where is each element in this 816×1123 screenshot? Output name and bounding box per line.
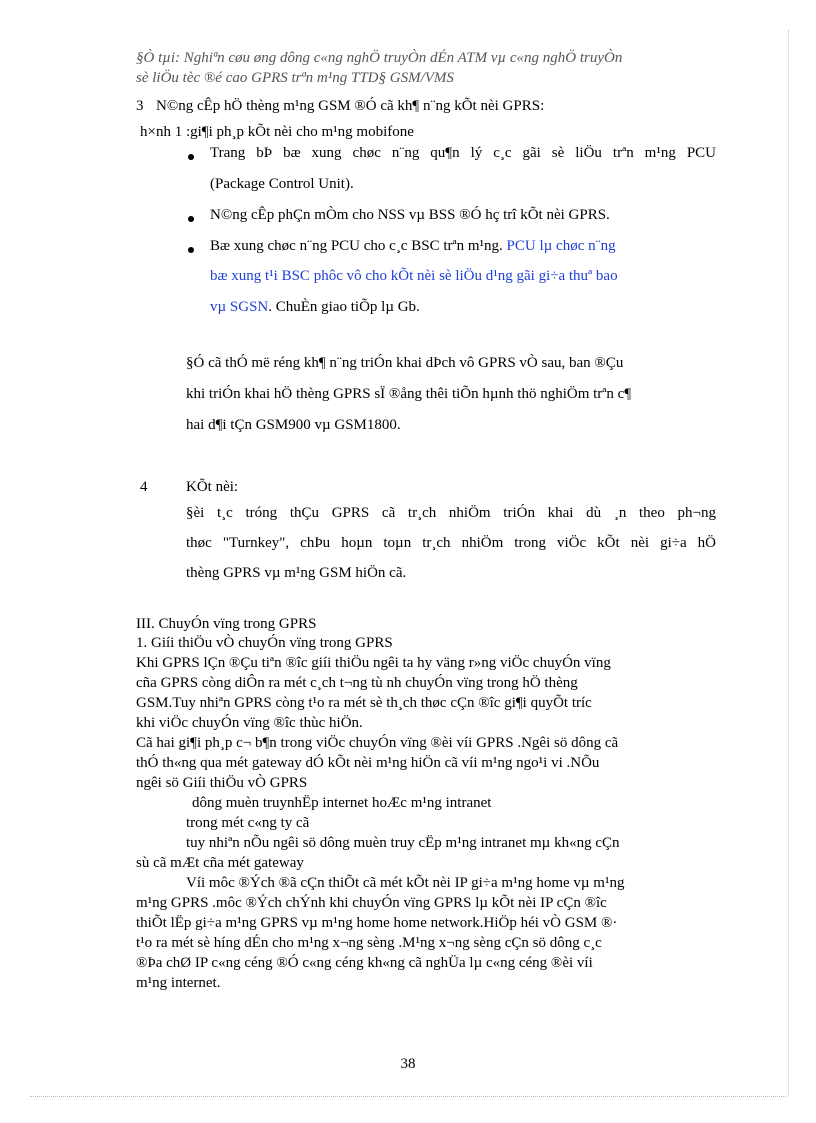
section-4-line-1: §èi t¸c tróng thÇu GPRS cã tr¸ch nhiÖm triÓn khai dù ¸n theo ph¬ng bbox=[186, 505, 716, 521]
bullet-marker bbox=[188, 216, 194, 222]
paragraph-line-3: hai d¶i tÇn GSM900 vµ GSM1800. bbox=[186, 417, 401, 433]
section-III-para2-line-3: t¹o ra mét sè híng dÉn cho m¹ng x¬ng sèng .M¹ng x¬ng sèng cÇn sö dông c¸c bbox=[136, 935, 602, 951]
bullet-3-line-2-highlight: bæ xung t¹i BSC phôc vô cho kÕt nèi sè liÖu d¹ng gãi gi÷a thuª bao bbox=[210, 268, 618, 284]
bullet-3-line-3 bbox=[210, 299, 420, 316]
section-4-line-2: thøc "Turnkey", chÞu hoµn toµn tr¸ch nhiÖm trong viÖc kÕt nèi gi÷a hÖ bbox=[186, 535, 716, 551]
section-III-indent-3: tuy nhiªn nÕu ngêi sö dông muèn truy cËp m¹ng intranet mµ kh«ng cÇn bbox=[186, 835, 620, 851]
section-III-line-after: sù cã mÆt cña mét gateway bbox=[136, 855, 304, 871]
section-III-para2-line-4: ®Þa chØ IP c«ng céng ®Ó c«ng céng kh«ng cã nghÜa lµ c«ng céng ®èi víi bbox=[136, 955, 593, 971]
paragraph-line-1: §Ó cã thÓ më réng kh¶ n¨ng triÓn khai dÞch vô GPRS vÒ sau, ban ®Çu bbox=[186, 355, 624, 371]
section-III-line-5: Cã hai gi¶i ph¸p c¬ b¶n trong viÖc chuyÓn vïng ®èi víi GPRS .Ngêi sö dông cã bbox=[136, 735, 619, 751]
section-III-heading: III. ChuyÓn vïng trong GPRS bbox=[136, 616, 317, 632]
section-III-line-4: khi viÖc chuyÓn vïng ®îc thùc hiÖn. bbox=[136, 715, 363, 731]
bullet-marker bbox=[188, 247, 194, 253]
section-3-number: 3 bbox=[136, 98, 144, 114]
section-III-para2-line-1: m¹ng GPRS .môc ®Ých chÝnh khi chuyÓn vïng GPRS lµ kÕt nèi IP cÇn ®îc bbox=[136, 895, 607, 911]
bullet-3-line-1-plain: Bæ xung chøc n¨ng PCU cho c¸c BSC trªn m¹ng. bbox=[210, 238, 503, 254]
section-III-subheading: 1. Giíi thiÖu vÒ chuyÓn vïng trong GPRS bbox=[136, 635, 393, 651]
section-4-title: KÕt nèi: bbox=[186, 479, 239, 495]
bullet-3-line-1 bbox=[210, 238, 616, 255]
section-III-line-7: ngêi sö Giíi thiÖu vÒ GPRS bbox=[136, 775, 308, 791]
running-header bbox=[136, 48, 736, 88]
section-III-line-2: cña GPRS còng diÔn ra mét c¸ch t¬ng tù nh chuyÓn vïng trong hÖ thèng bbox=[136, 675, 578, 691]
page-margin-guide bbox=[788, 30, 789, 1096]
page-number: 38 bbox=[400, 1056, 416, 1072]
bullet-2-line-1: N©ng cÊp phÇn mÒm cho NSS vµ BSS ®Ó hç trî kÕt nèi GPRS. bbox=[210, 207, 610, 223]
section-III-line-3: GSM.Tuy nhiªn GPRS còng t¹o ra mét sè th¸ch thøc cÇn ®îc gi¶i quyÕt tríc bbox=[136, 695, 592, 711]
section-III-indent-2: trong mét c«ng ty cã bbox=[186, 815, 310, 831]
bullet-1-line-2: (Package Control Unit). bbox=[210, 176, 354, 192]
section-III-para2-line-2: thiÕt lËp gi÷a m¹ng GPRS vµ m¹ng home home network.HiÖp héi vÒ GSM ®· bbox=[136, 915, 618, 931]
header-line-1: §Ò tµi: Nghiªn cøu øng dông c«ng nghÖ truyÒn dÉn ATM vµ c«ng nghÖ truyÒn bbox=[136, 50, 623, 66]
section-III-para2-first: Víi môc ®Ých ®ã cÇn thiÕt cã mét kÕt nèi IP gi÷a m¹ng home vµ m¹ng bbox=[186, 875, 625, 891]
footer-divider bbox=[30, 1096, 786, 1097]
paragraph-line-2: khi triÓn khai hÖ thèng GPRS sÏ ®ång thêi tiÕn hµnh thö nghiÖm trªn c¶ bbox=[186, 386, 632, 402]
section-III-line-1: Khi GPRS lÇn ®Çu tiªn ®îc giíi thiÖu ngêi ta hy väng r»ng viÖc chuyÓn vïng bbox=[136, 655, 611, 671]
header-line-2: sè liÖu tèc ®é cao GPRS trªn m¹ng TTD§ GSM/VMS bbox=[136, 70, 454, 86]
figure-caption: h×nh 1 :gi¶i ph¸p kÕt nèi cho m¹ng mobifone bbox=[140, 124, 414, 140]
bullet-3-line-3-plain: . ChuÈn giao tiÕp lµ Gb. bbox=[268, 299, 420, 315]
section-III-line-6: thÓ th«ng qua mét gateway dÓ kÕt nèi m¹ng hiÖn cã víi m¹ng ngo¹i vi .NÕu bbox=[136, 755, 600, 771]
bullet-1-line-1: Trang bÞ bæ xung chøc n¨ng qu¶n lý c¸c gãi sè liÖu trªn m¹ng PCU bbox=[210, 145, 716, 161]
section-4-number: 4 bbox=[140, 479, 148, 495]
bullet-marker bbox=[188, 154, 194, 160]
section-III-para2-line-5: m¹ng internet. bbox=[136, 975, 221, 991]
section-4-line-3: thèng GPRS vµ m¹ng GSM hiÖn cã. bbox=[186, 565, 407, 581]
section-III-indent-1: dông muèn truynhËp internet hoÆc m¹ng intranet bbox=[192, 795, 492, 811]
section-3-title: N©ng cÊp hÖ thèng m¹ng GSM ®Ó cã kh¶ n¨ng kÕt nèi GPRS: bbox=[156, 98, 545, 114]
bullet-3-line-3-highlight: vµ SGSN bbox=[210, 299, 269, 315]
bullet-3-line-1-highlight: PCU lµ chøc n¨ng bbox=[506, 238, 616, 254]
